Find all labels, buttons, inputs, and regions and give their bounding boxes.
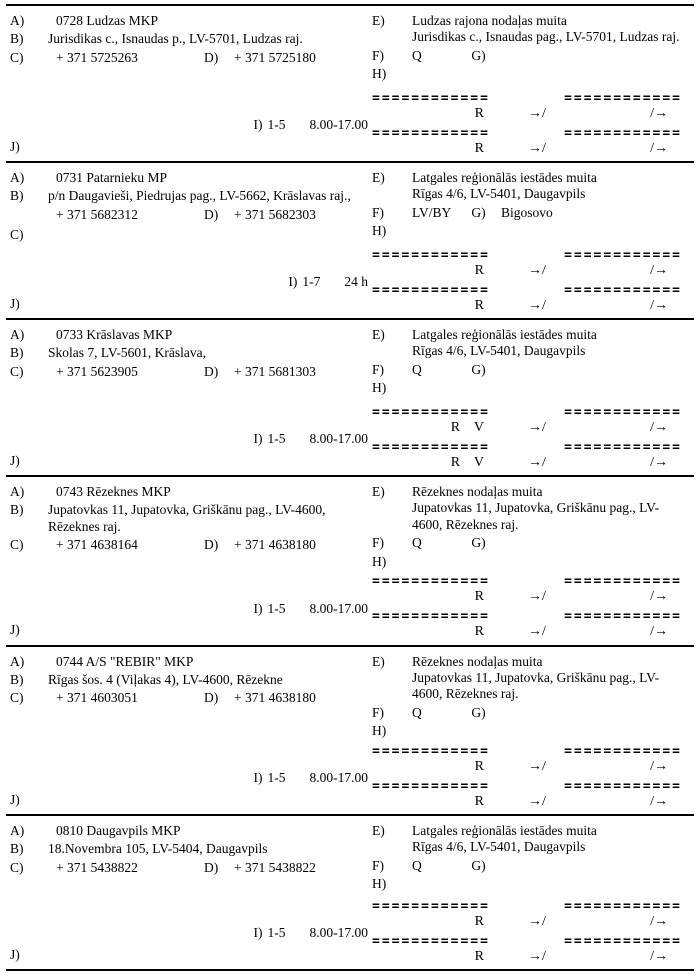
spacer [10, 709, 372, 770]
schedule-hours: 8.00-17.00 [309, 600, 368, 616]
field-label-h: H) [372, 223, 387, 239]
office-address: Jurisdikas c., Isnaudas p., LV-5701, Ludzas raj. [48, 31, 303, 47]
arrow-in-icon: /→ [650, 140, 668, 156]
arrow-in-icon: /→ [650, 793, 668, 809]
railway-track-row [372, 442, 682, 454]
field-label-d: D) [204, 690, 219, 706]
crossing-value: Q [412, 704, 422, 720]
field-label-b: B) [10, 31, 24, 47]
crossing-value: Q [412, 535, 422, 551]
authority-name: Ludzas rajona nodaļas muita [412, 13, 567, 28]
railway-track-line: ============ [372, 249, 490, 262]
field-label-i: I) [253, 431, 263, 447]
railway-schedule-block [372, 746, 682, 809]
customs-entry [6, 4, 694, 161]
schedule-hours: 8.00-17.00 [309, 431, 368, 447]
field-label-i: I) [253, 770, 263, 786]
entry-right-column [372, 823, 694, 964]
phone-number: + 371 4603051 [56, 690, 138, 706]
arrow-out-icon: →/ [528, 297, 546, 313]
field-label-j: J) [10, 622, 20, 638]
arrow-out-icon: →/ [528, 262, 546, 278]
schedule-row [10, 601, 372, 617]
field-label-i: I) [253, 117, 263, 133]
railway-symbol-row [372, 914, 682, 929]
railway-schedule-block [372, 576, 682, 639]
crossing-row [372, 205, 682, 221]
arrow-out-icon: →/ [528, 948, 546, 964]
railway-track-line: ============ [372, 441, 490, 454]
field-label-c: C) [10, 537, 24, 553]
crossing-block [412, 535, 682, 551]
arrow-in-icon: /→ [650, 105, 668, 121]
railway-track-line: ============ [372, 780, 490, 793]
railway-track-line: ============ [564, 249, 682, 262]
field-label-g: G) [471, 535, 486, 551]
field-label-h: H) [372, 553, 387, 569]
code-row [10, 654, 372, 670]
arrow-in-icon: /→ [650, 624, 668, 640]
phone-fax-row [10, 537, 372, 553]
rail-symbol: R [474, 262, 484, 278]
railway-track-line: ============ [372, 900, 490, 913]
field-label-f: F) [372, 361, 385, 377]
field-label-b: B) [10, 671, 24, 687]
schedule-row [10, 274, 372, 290]
field-label-j: J) [10, 946, 20, 962]
rail-symbol: R V [450, 419, 484, 435]
railway-track-row [372, 901, 682, 913]
office-address: Jupatovkas 11, Jupatovka, Griškānu pag., LV-4600, Rēzeknes raj. [48, 502, 326, 534]
railway-track-line: ============ [564, 576, 682, 589]
phone-fax-row [10, 860, 372, 876]
authority-address: Jurisdikas c., Isnaudas pag., LV-5701, Ludzas raj. [412, 29, 680, 45]
office-code-name: 0744 A/S "REBIR" MKP [56, 653, 194, 669]
field-label-g: G) [471, 361, 486, 377]
authority-address: Jupatovkas 11, Jupatovka, Griškānu pag., LV-4600, Rēzeknes raj. [412, 500, 660, 532]
field-label-e: E) [372, 823, 385, 838]
fax-number: + 371 5681303 [234, 363, 316, 379]
railway-track-row [372, 936, 682, 948]
address-row [10, 188, 372, 204]
railway-symbol-row [372, 794, 682, 809]
arrow-in-icon: /→ [650, 297, 668, 313]
railway-track-line: ============ [564, 127, 682, 140]
railway-schedule-block [372, 901, 682, 964]
entry-left-column [10, 170, 372, 313]
office-code-name: 0733 Krāslavas MKP [56, 327, 173, 342]
railway-track-line: ============ [564, 745, 682, 758]
railway-track-line: ============ [372, 92, 490, 105]
fax-number: + 371 4638180 [234, 537, 316, 553]
crossing-value: Q [412, 47, 422, 63]
railway-symbol-row [372, 263, 682, 278]
office-code-name: 0810 Daugavpils MKP [56, 823, 181, 838]
code-row [10, 13, 372, 29]
authority-address: Rīgas 4/6, LV-5401, Daugavpils [412, 839, 586, 855]
field-label-c-below: C) [10, 227, 24, 243]
field-label-c: C) [10, 363, 24, 379]
railway-symbol-row [372, 949, 682, 964]
authority-row [372, 13, 682, 46]
address-row [10, 502, 372, 535]
code-row [10, 484, 372, 500]
entry-left-column [10, 823, 372, 964]
railway-track-row [372, 576, 682, 588]
railway-schedule-block [372, 93, 682, 156]
railway-track-line: ============ [564, 900, 682, 913]
arrow-out-icon: →/ [528, 419, 546, 435]
field-label-b: B) [10, 188, 24, 204]
customs-entry [6, 645, 694, 815]
office-code-name: 0743 Rēzeknes MKP [56, 484, 171, 499]
rail-symbol: R [474, 793, 484, 809]
field-label-e: E) [372, 653, 385, 669]
rail-symbol: R [474, 140, 484, 156]
field-label-a: A) [10, 13, 25, 28]
field-label-f: F) [372, 535, 385, 551]
address-row [10, 672, 372, 688]
phone-number: + 371 5725263 [56, 49, 138, 65]
field-label-a: A) [10, 327, 25, 342]
field-label-d: D) [204, 363, 219, 379]
crossing-block [412, 205, 682, 221]
railway-track-line: ============ [564, 441, 682, 454]
railway-track-line: ============ [372, 127, 490, 140]
arrow-out-icon: →/ [528, 140, 546, 156]
authority-name: Latgales reģionālās iestādes muita [412, 823, 597, 838]
railway-track-line: ============ [372, 935, 490, 948]
crossing-counterpart: Bigosovo [501, 204, 553, 220]
spacer [10, 246, 372, 274]
schedule-hours: 8.00-17.00 [309, 770, 368, 786]
field-label-b: B) [10, 502, 24, 518]
field-label-d: D) [204, 537, 219, 553]
field-label-f: F) [372, 204, 385, 220]
authority-row [372, 654, 682, 703]
entry-right-column [372, 13, 694, 156]
schedule-days: 1-5 [267, 770, 286, 786]
field-label-c [10, 207, 48, 223]
railway-track-row [372, 285, 682, 297]
code-row [10, 170, 372, 186]
railway-symbol-row [372, 589, 682, 604]
field-label-b: B) [10, 841, 24, 857]
railway-symbol-row [372, 420, 682, 435]
schedule-days: 1-5 [267, 431, 286, 447]
crossing-row [372, 705, 682, 721]
h-row [372, 380, 682, 396]
field-label-h: H) [372, 876, 387, 892]
authority-block [412, 327, 682, 360]
phone-number: + 371 4638164 [56, 537, 138, 553]
spacer [10, 556, 372, 601]
field-label-g: G) [471, 857, 486, 873]
railway-track-line: ============ [564, 92, 682, 105]
rail-symbol: R [474, 624, 484, 640]
field-label-h: H) [372, 66, 387, 82]
arrow-out-icon: →/ [528, 793, 546, 809]
office-address: p/n Daugavieši, Piedrujas pag., LV-5662, Krāslavas raj., [48, 188, 351, 204]
schedule-row [10, 770, 372, 786]
railway-track-row [372, 128, 682, 140]
address-row [10, 345, 372, 361]
customs-entry [6, 318, 694, 475]
h-row [372, 554, 682, 570]
phone-number: + 371 5682312 [56, 206, 138, 222]
crossing-value: LV/BY [412, 204, 452, 220]
crossing-row [372, 858, 682, 874]
arrow-out-icon: →/ [528, 454, 546, 470]
railway-symbol-row [372, 624, 682, 639]
authority-block [412, 170, 682, 203]
arrow-out-icon: →/ [528, 913, 546, 929]
railway-symbol-row [372, 106, 682, 121]
office-address: Rīgas šos. 4 (Viļakas 4), LV-4600, Rēzekne [48, 671, 283, 687]
field-label-c: C) [10, 859, 24, 875]
spacer [10, 382, 372, 431]
field-label-j: J) [10, 452, 20, 468]
phone-fax-row [10, 690, 372, 706]
rail-symbol: R [474, 297, 484, 313]
field-label-i: I) [288, 274, 298, 290]
railway-track-row [372, 407, 682, 419]
fax-number: + 371 4638180 [234, 690, 316, 706]
field-label-e: E) [372, 13, 385, 28]
field-label-e: E) [372, 170, 385, 185]
schedule-hours: 8.00-17.00 [309, 117, 368, 133]
field-label-d: D) [204, 49, 219, 65]
crossing-block [412, 362, 682, 378]
field-label-d: D) [204, 859, 219, 875]
railway-track-row [372, 611, 682, 623]
arrow-out-icon: →/ [528, 589, 546, 605]
field-label-c: C) [10, 690, 24, 706]
arrow-out-icon: →/ [528, 624, 546, 640]
office-address: Skolas 7, LV-5601, Krāslava, [48, 345, 206, 361]
entry-right-column [372, 654, 694, 810]
field-label-f: F) [372, 704, 385, 720]
arrow-out-icon: →/ [528, 105, 546, 121]
railway-track-line: ============ [564, 935, 682, 948]
railway-track-row [372, 93, 682, 105]
field-label-a: A) [10, 653, 25, 669]
spacer [10, 878, 372, 925]
railway-symbol-row [372, 298, 682, 313]
crossing-block [412, 48, 682, 64]
authority-block [412, 484, 682, 533]
field-label-a: A) [10, 823, 25, 838]
authority-row [372, 327, 682, 360]
customs-entry-list [6, 4, 694, 971]
authority-row [372, 823, 682, 856]
schedule-days: 1-7 [302, 274, 321, 290]
entry-left-column [10, 484, 372, 640]
h-row [372, 223, 682, 239]
crossing-row [372, 535, 682, 551]
schedule-hours: 24 h [344, 274, 368, 290]
h-row [372, 66, 682, 82]
authority-row [372, 484, 682, 533]
authority-block [412, 13, 682, 46]
arrow-in-icon: /→ [650, 262, 668, 278]
arrow-in-icon: /→ [650, 758, 668, 774]
authority-address: Jupatovkas 11, Jupatovka, Griškānu pag., LV-4600, Rēzeknes raj. [412, 669, 660, 702]
authority-name: Rēzeknes nodaļas muita [412, 484, 543, 499]
railway-schedule-block [372, 407, 682, 470]
entry-right-column [372, 484, 694, 640]
office-code-name: 0731 Patarnieku MP [56, 170, 167, 185]
railway-schedule-block [372, 250, 682, 313]
railway-symbol-row [372, 455, 682, 470]
field-label-j: J) [10, 791, 20, 807]
phone-fax-row [10, 50, 372, 66]
phone-number: + 371 5438822 [56, 859, 138, 875]
schedule-row [10, 925, 372, 941]
entry-left-column [10, 327, 372, 470]
fax-number: + 371 5725180 [234, 49, 316, 65]
schedule-days: 1-5 [267, 117, 286, 133]
rail-symbol: R V [450, 454, 484, 470]
field-label-c: C) [10, 49, 24, 65]
field-label-e: E) [372, 327, 385, 342]
rail-symbol: R [474, 948, 484, 964]
field-label-e: E) [372, 484, 385, 499]
railway-track-line: ============ [564, 284, 682, 297]
field-label-a: A) [10, 484, 25, 499]
fax-number: + 371 5682303 [234, 206, 316, 222]
railway-symbol-row [372, 759, 682, 774]
crossing-value: Q [412, 857, 422, 873]
railway-track-line: ============ [564, 611, 682, 624]
crossing-row [372, 362, 682, 378]
authority-block [412, 823, 682, 856]
railway-track-line: ============ [564, 406, 682, 419]
field-label-f: F) [372, 857, 385, 873]
phone-fax-row [10, 207, 372, 223]
field-label-g: G) [471, 704, 486, 720]
railway-track-row [372, 746, 682, 758]
fax-number: + 371 5438822 [234, 859, 316, 875]
phone-number: + 371 5623905 [56, 363, 138, 379]
field-label-d: D) [204, 206, 219, 222]
authority-name: Latgales reģionālās iestādes muita [412, 327, 597, 342]
customs-entry [6, 814, 694, 971]
field-label-g: G) [471, 47, 486, 63]
phone-fax-row [10, 364, 372, 380]
field-label-b: B) [10, 345, 24, 361]
railway-track-line: ============ [372, 576, 490, 589]
authority-name: Latgales reģionālās iestādes muita [412, 170, 597, 185]
crossing-value: Q [412, 361, 422, 377]
code-row [10, 823, 372, 839]
railway-track-line: ============ [372, 611, 490, 624]
arrow-out-icon: →/ [528, 758, 546, 774]
schedule-row [10, 117, 372, 133]
railway-track-line: ============ [372, 284, 490, 297]
crossing-row [372, 48, 682, 64]
schedule-days: 1-5 [267, 600, 286, 616]
railway-track-row [372, 781, 682, 793]
schedule-days: 1-5 [267, 925, 286, 941]
field-label-j: J) [10, 138, 20, 154]
h-row [372, 723, 682, 739]
spacer [10, 68, 372, 117]
railway-track-row [372, 250, 682, 262]
office-code-name: 0728 Ludzas MKP [56, 13, 158, 28]
entry-right-column [372, 170, 694, 313]
arrow-in-icon: /→ [650, 419, 668, 435]
authority-block [412, 654, 682, 703]
rail-symbol: R [474, 105, 484, 121]
field-label-h: H) [372, 380, 387, 396]
authority-address: Rīgas 4/6, LV-5401, Daugavpils [412, 343, 586, 359]
railway-track-line: ============ [564, 780, 682, 793]
office-address: 18.Novembra 105, LV-5404, Daugavpils [48, 841, 268, 857]
railway-track-line: ============ [372, 406, 490, 419]
schedule-hours: 8.00-17.00 [309, 925, 368, 941]
crossing-block [412, 705, 682, 721]
field-label-g: G) [471, 204, 486, 220]
authority-name: Rēzeknes nodaļas muita [412, 653, 543, 669]
crossing-block [412, 858, 682, 874]
address-row [10, 31, 372, 47]
entry-left-column [10, 654, 372, 810]
field-label-a: A) [10, 170, 25, 185]
arrow-in-icon: /→ [650, 454, 668, 470]
entry-left-column [10, 13, 372, 156]
railway-symbol-row [372, 141, 682, 156]
authority-row [372, 170, 682, 203]
authority-address: Rīgas 4/6, LV-5401, Daugavpils [412, 186, 586, 202]
field-label-f: F) [372, 47, 385, 63]
customs-entry [6, 161, 694, 318]
arrow-in-icon: /→ [650, 948, 668, 964]
code-row [10, 327, 372, 343]
rail-symbol: R [474, 589, 484, 605]
arrow-in-icon: /→ [650, 913, 668, 929]
railway-track-line: ============ [372, 745, 490, 758]
schedule-row [10, 431, 372, 447]
field-label-i: I) [253, 600, 263, 616]
h-row [372, 876, 682, 892]
arrow-in-icon: /→ [650, 589, 668, 605]
rail-symbol: R [474, 758, 484, 774]
entry-right-column [372, 327, 694, 470]
field-label-i: I) [253, 925, 263, 941]
rail-symbol: R [474, 913, 484, 929]
customs-entry [6, 475, 694, 645]
field-label-j: J) [10, 295, 20, 311]
field-label-h: H) [372, 723, 387, 739]
address-row [10, 841, 372, 857]
